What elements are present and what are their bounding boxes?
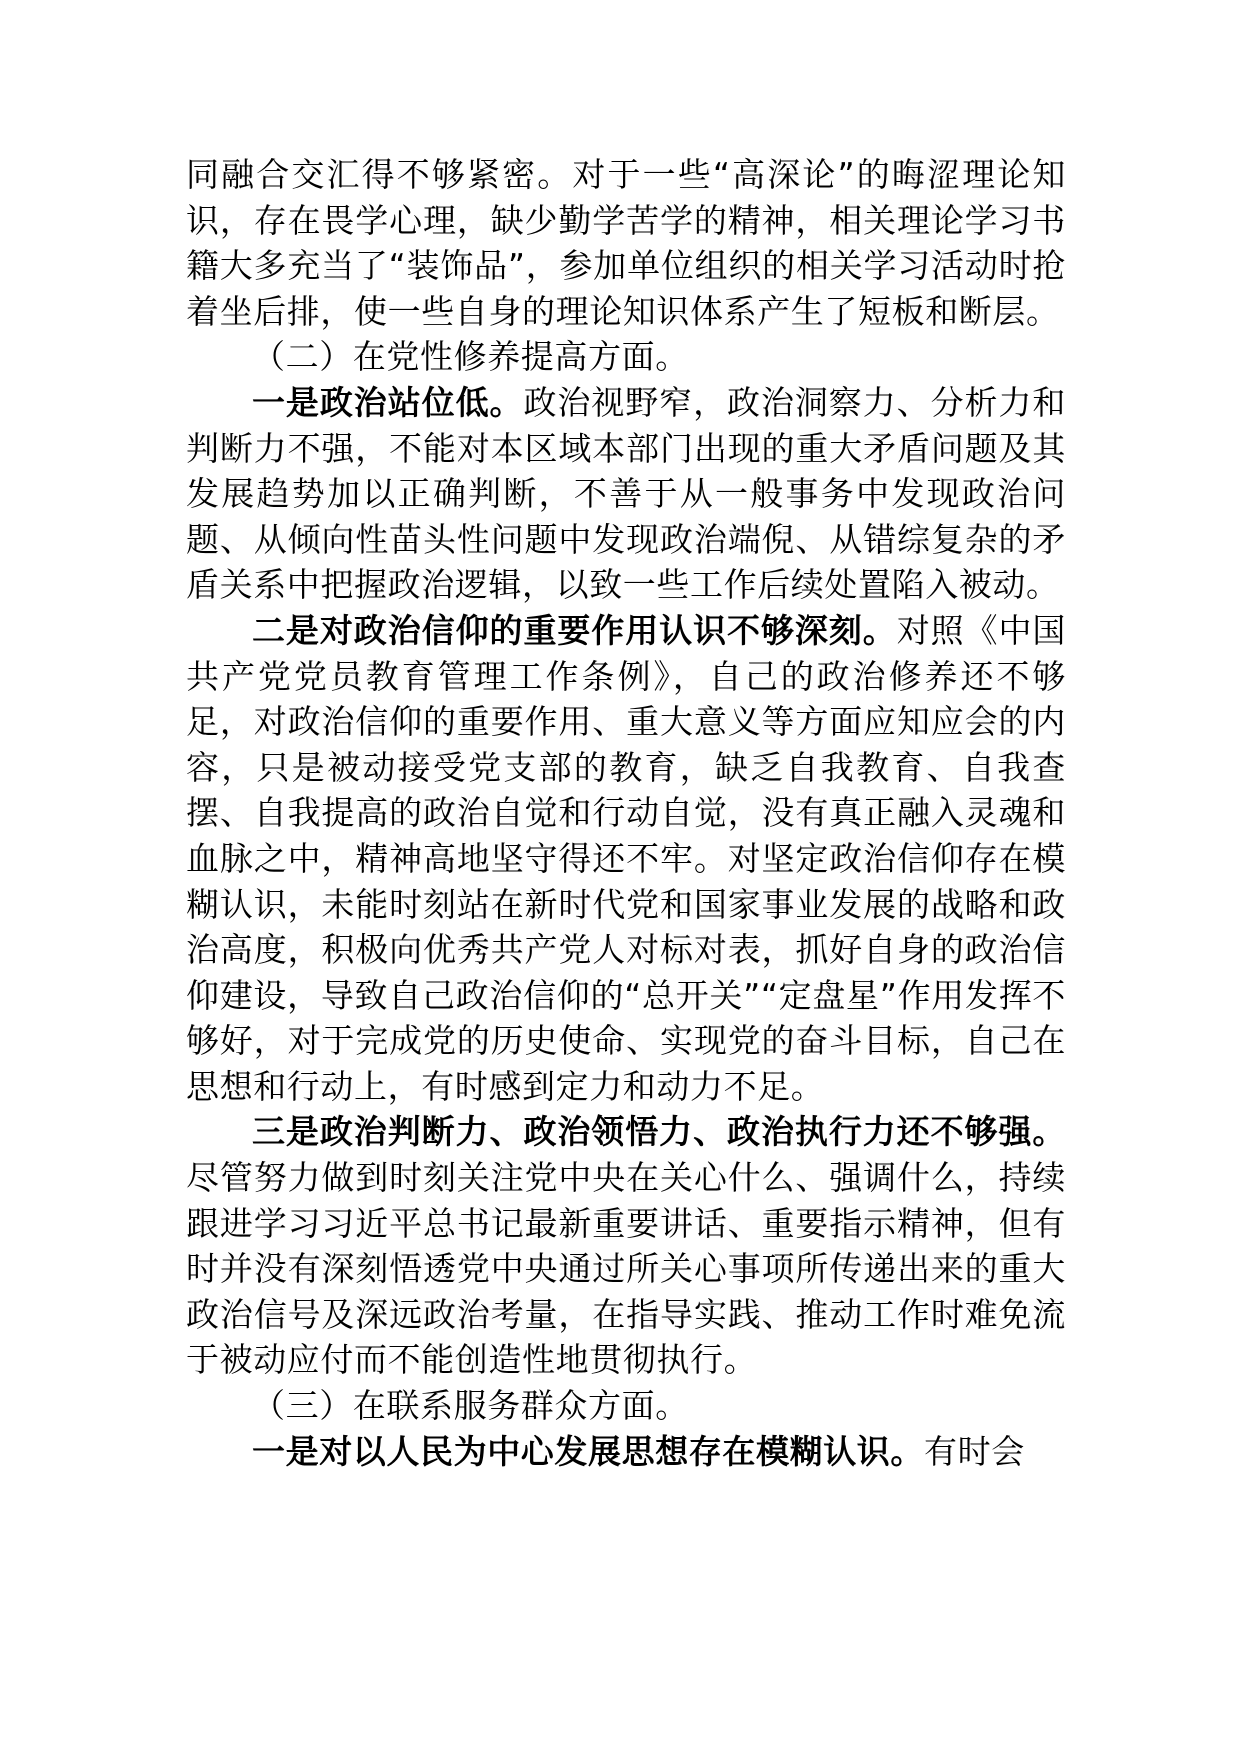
section-heading-text: （二）在党性修养提高方面。 <box>252 337 689 377</box>
paragraph-text: 对照《中国共产党党员教育管理工作条例》，自己的政治修养还不够足，对政治信仰的重要作用、重大意义等方面应知应会的内容，只是被动接受党支部的教育，缺乏自我教育、自我查摆、自我提高的政治自觉和行动自觉，没有真正融入灵魂和血脉之中，精神高地坚守得还不牢。对坚定政治信仰存在模糊认识，未能时刻站在新时代党和国家事业发展的战略和政治高度，积极向优秀共产党人对标对表，抓好自身的政治信仰建设，导致自己政治信仰的“总开关”“定盘星”作用发挥不够好，对于完成党的历史使命、实现党的奋斗目标，自己在思想和行动上，有时感到定力和动力不足。 <box>186 610 1067 1106</box>
paragraph-text: 同融合交汇得不够紧密。对于一些“高深论”的晦涩理论知识，存在畏学心理，缺少勤学苦学的精神，相关理论学习书籍大多充当了“装饰品”，参加单位组织的相关学习活动时抢着坐后排，使一些自身的理论知识体系产生了短板和断层。 <box>186 155 1066 331</box>
point-people-centered <box>186 1429 1066 1475</box>
section-heading-text: （三）在联系服务群众方面。 <box>252 1386 689 1426</box>
point-lead: 二是对政治信仰的重要作用认识不够深刻。 <box>252 610 897 650</box>
document-body <box>186 152 1066 1474</box>
paragraph-text: 政治视野窄，政治洞察力、分析力和判断力不强，不能对本区域本部门出现的重大矛盾问题及其发展趋势加以正确判断，不善于从一般事务中发现政治问题、从倾向性苗头性问题中发现政治端倪、从错综复杂的矛盾关系中把握政治逻辑，以致一些工作后续处置陷入被动。 <box>186 382 1066 605</box>
point-lead: 一是政治站位低。 <box>252 382 524 422</box>
point-political-judgment <box>186 1109 1066 1383</box>
continued-paragraph <box>186 152 1066 334</box>
section-heading-party-spirit <box>186 334 1066 380</box>
point-lead: 一是对以人民为中心发展思想存在模糊认识。 <box>252 1431 924 1471</box>
paragraph-text: 有时会 <box>924 1431 1025 1471</box>
section-heading-serving-masses <box>186 1383 1066 1429</box>
point-political-belief <box>186 608 1066 1110</box>
point-lead: 三是政治判断力、政治领悟力、政治执行力还不够强。 <box>252 1112 1066 1152</box>
point-political-standing <box>186 380 1066 608</box>
paragraph-text: 尽管努力做到时刻关注党中央在关心什么、强调什么，持续跟进学习习近平总书记最新重要讲话、重要指示精神，但有时并没有深刻悟透党中央通过所关心事项所传递出来的重大政治信号及深远政治考量，在指导实践、推动工作时难免流于被动应付而不能创造性地贯彻执行。 <box>186 1158 1066 1380</box>
